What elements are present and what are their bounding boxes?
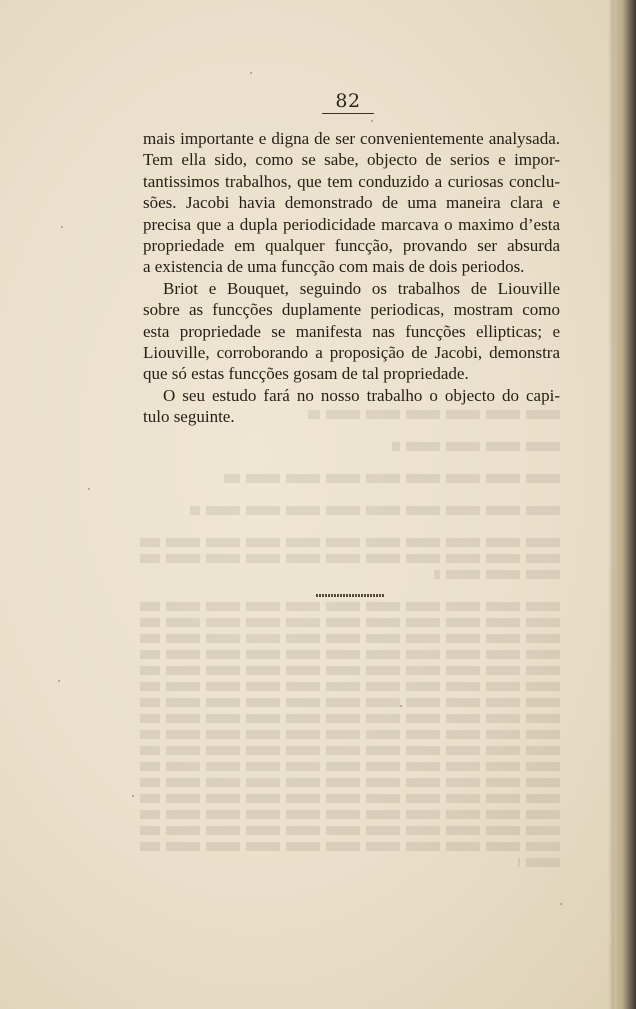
text-line: O seu estudo fará no nosso trabalho o objecto do capi- [163,385,560,405]
body-text [143,128,560,428]
text-line: propriedade em qualquer funcção, provando ser absurda [143,236,560,256]
text-line: a existencia de uma funcção com mais de dois periodos. [143,257,525,277]
text-line: precisa que a dupla periodicidade marcava o maximo d’esta [143,214,560,234]
text-line: Liouville, corroborando a proposição de Jacobi, demonstra [143,343,560,363]
text-line: sobre as funcções duplamente periodicas, mostram como [143,300,560,320]
text-line: tulo seguinte. [143,407,235,427]
paper-speck [400,705,402,707]
book-spine [614,0,636,1009]
text-line: Tem ella sido, como se sabe, objecto de serios e impor- [143,150,560,170]
paper-speck [132,795,134,797]
section-divider [316,594,384,597]
text-line: Briot e Bouquet, seguindo os trabalhos de Liouville [163,278,560,298]
bleed-through-text [140,410,560,850]
paper-speck [88,488,90,490]
paper-speck [58,680,60,682]
text-line: que só estas funcções gosam de tal propriedade. [143,364,469,384]
paper-speck [250,72,252,74]
paper-speck [560,903,562,905]
paper-speck [61,226,63,228]
text-line: tantissimos trabalhos, que tem conduzido a curiosas conclu- [143,171,560,191]
text-line: sões. Jacobi havia demonstrado de uma maneira clara e [143,193,560,213]
text-line: mais importante e digna de ser convenientemente analysada. [143,129,560,148]
paper-speck [371,120,373,122]
text-line: esta propriedade se manifesta nas funcções ellipticas; e [143,321,560,341]
page-number: 82 [322,90,374,114]
